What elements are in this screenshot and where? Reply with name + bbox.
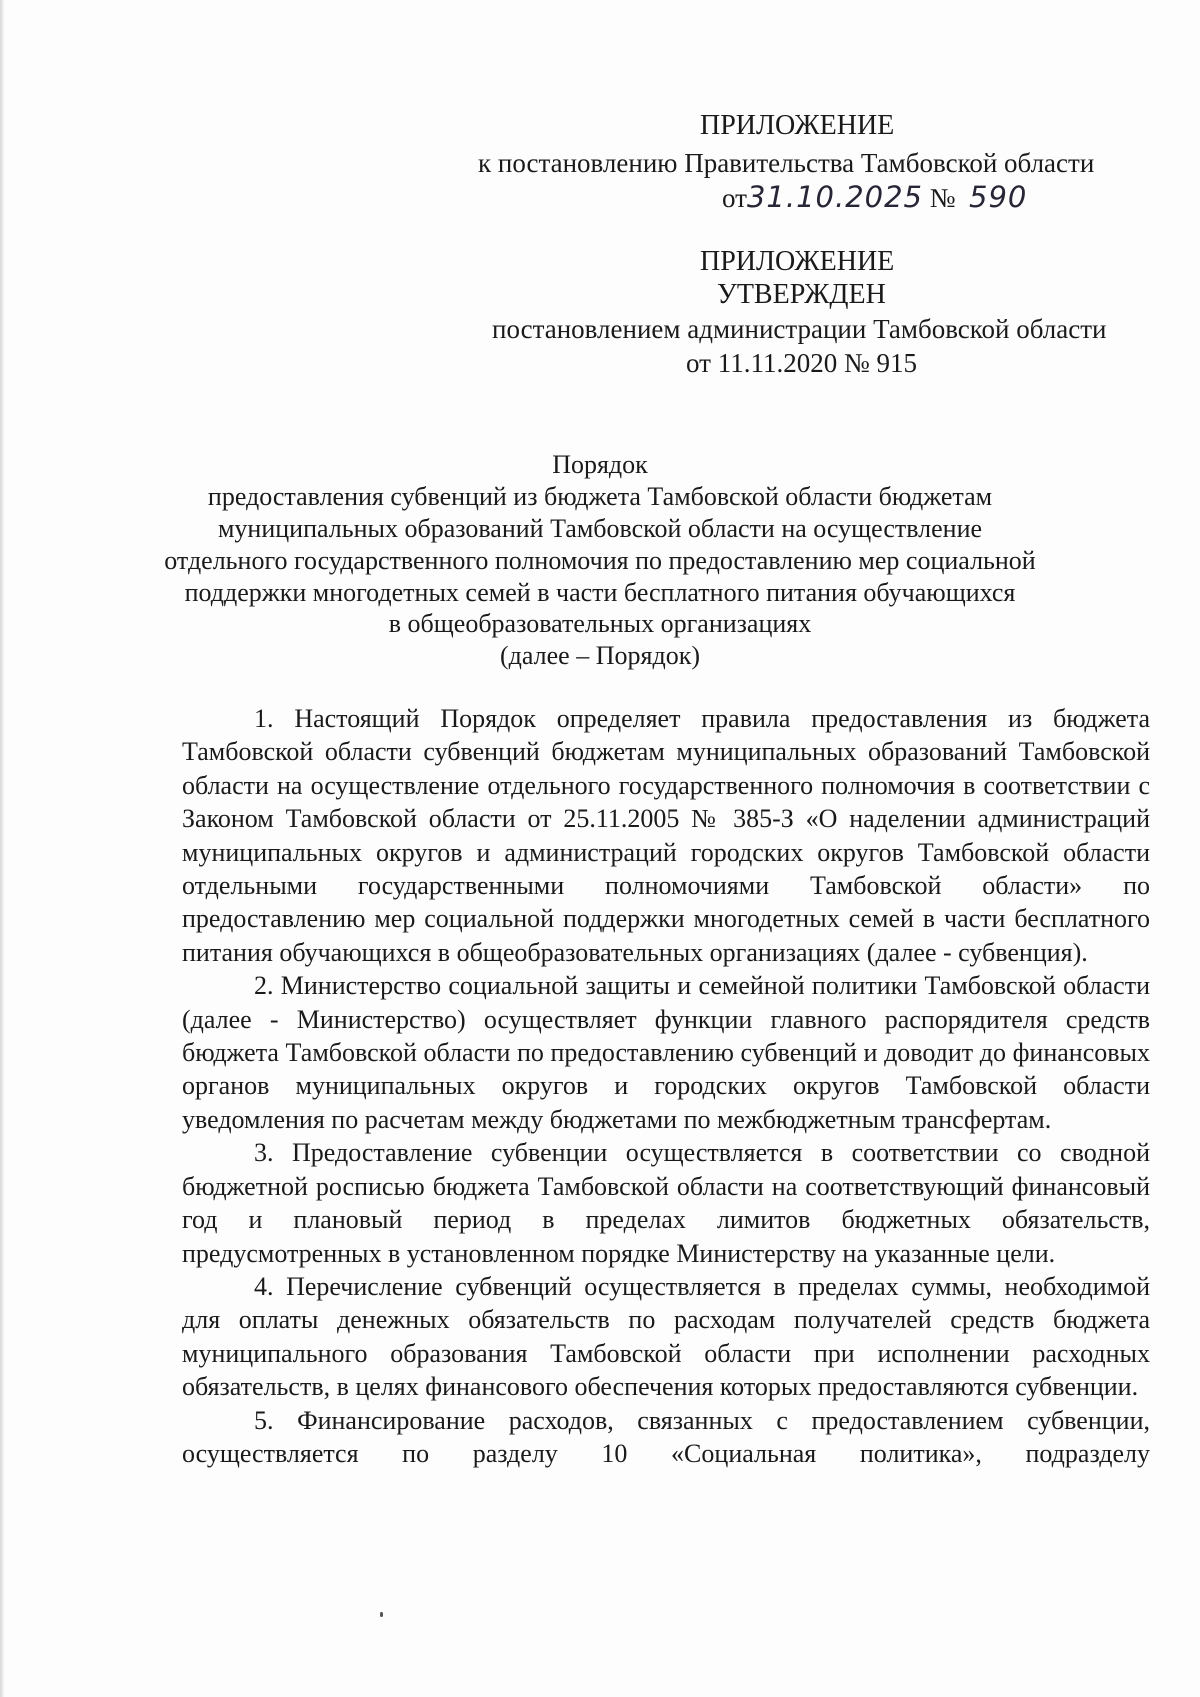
paragraph-2: 2. Министерство социальной защиты и семейной политики Тамбовской области (далее - Министерство) осуществляет функции главного распорядителя средств бюджета Тамбовской области по предоставлению субвенций и доводит до финансовых органов муниципальных округов и городских округов Тамбовской области уведомления по расчетам между бюджетами по межбюджетным трансфертам. — [182, 971, 1150, 1134]
appendix-title: ПРИЛОЖЕНИЕ — [700, 110, 895, 141]
date-prefix: от — [722, 183, 747, 213]
appendix-date-line — [722, 181, 1027, 214]
scan-edge — [0, 0, 4, 1697]
paragraph-4: 4. Перечисление субвенций осуществляется в пределах суммы, необходимой для оплаты денежных обязательств по расходам получателей средств бюджета муниципального образования Тамбовской области при исполнении расходных обязательств, в целях финансового обеспечения которых предоставляются субвенции. — [182, 1271, 1150, 1402]
scan-speck — [380, 1612, 383, 1617]
appendix-title-2: ПРИЛОЖЕНИЕ — [700, 246, 895, 277]
document-body — [182, 702, 1150, 1470]
doc-title-line-4: отдельного государственного полномочия по предоставлению мер социальной — [164, 546, 1036, 575]
paragraph-3: 3. Предоставление субвенции осуществляется в соответствии со сводной бюджетной росписью бюджета Тамбовской области на соответствующий финансовый год и плановый период в пределах лимитов бюджетных обязательств, предусмотренных в установленном порядке Министерству на указанные цели. — [182, 1138, 1150, 1268]
doc-title-line-3: муниципальных образований Тамбовской области на осуществление — [217, 514, 983, 543]
doc-title-word: Порядок — [552, 450, 648, 479]
handwritten-number: 590 — [969, 180, 1028, 214]
doc-title-line-5: поддержки многодетных семей в части бесплатного питания обучающихся — [184, 578, 1016, 607]
appendix-resolution-line: к постановлению Правительства Тамбовской области — [478, 148, 1095, 178]
approved-date-line: от 11.11.2020 № 915 — [686, 348, 917, 378]
handwritten-date: 31.10.2025 — [746, 180, 923, 214]
approved-label: УТВЕРЖДЕН — [717, 279, 886, 310]
doc-title-line-2: предоставления субвенций из бюджета Тамбовской области бюджетам — [207, 482, 993, 511]
doc-title-line-7: (далее – Порядок) — [500, 641, 700, 670]
paragraph-5: 5. Финансирование расходов, связанных с предоставлением субвенции, осуществляется по разделу 10 «Социальная политика», подразделу — [182, 1405, 1150, 1468]
approved-by-line: постановлением администрации Тамбовской области — [492, 314, 1107, 344]
paragraph-1: 1. Настоящий Порядок определяет правила предоставления из бюджета Тамбовской области субвенций бюджетам муниципальных образований Тамбовской области на осуществление отдельного государственного полномочия в соответствии с Законом Тамбовской области от 25.11.2005 № 385-З «О наделении администраций муниципальных округов и администраций городских округов Тамбовской области отдельными государственными полномочиями Тамбовской области» по предоставлению мер социальной поддержки многодетных семей в части бесплатного питания обучающихся в общеобразовательных организациях (далее - субвенция). — [182, 704, 1150, 967]
doc-title-line-6: в общеобразовательных организациях — [388, 609, 812, 638]
number-prefix: № — [929, 183, 956, 213]
